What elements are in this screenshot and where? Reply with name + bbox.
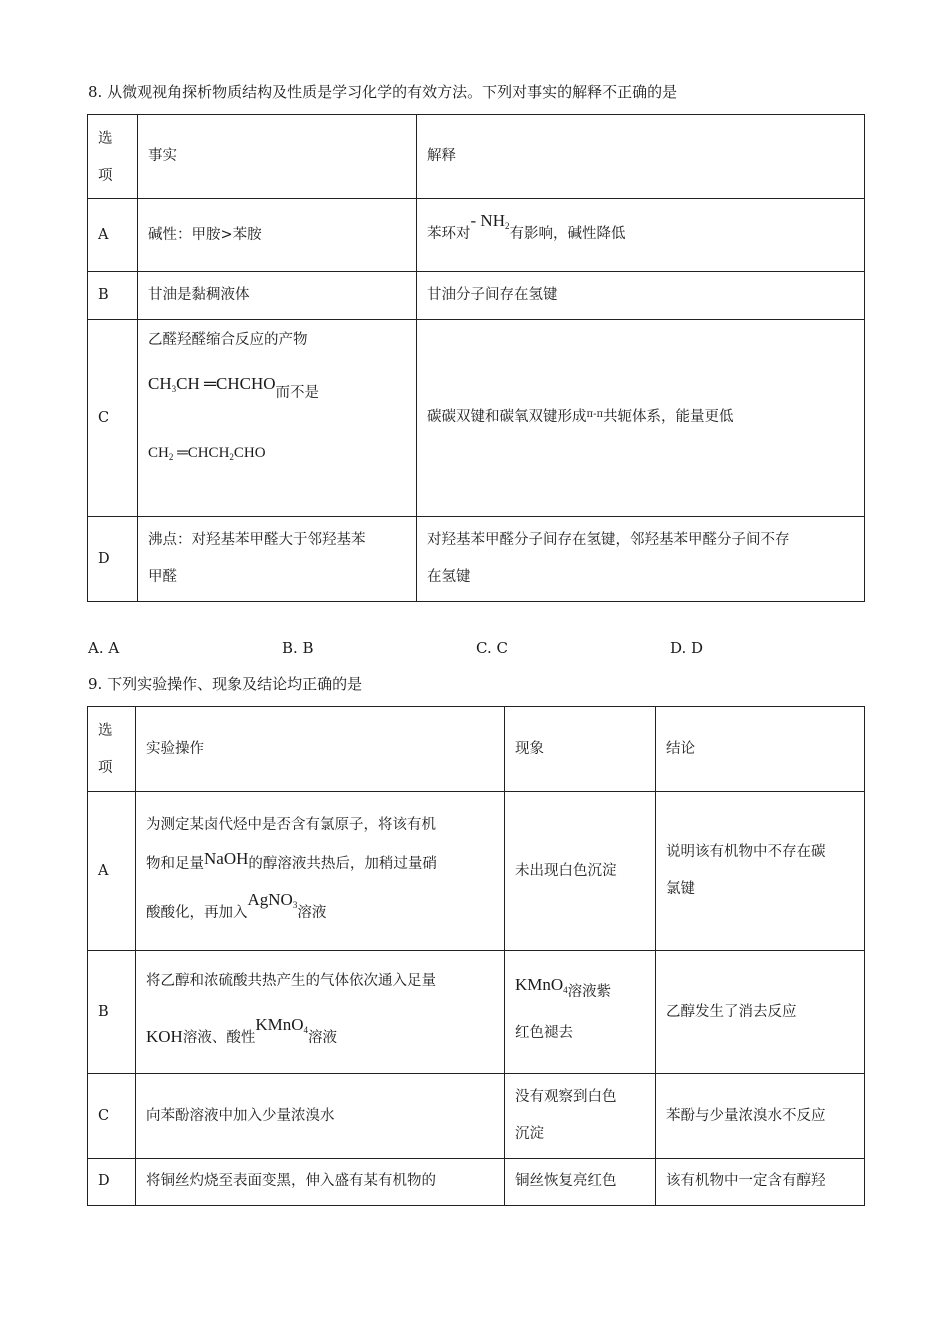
question-8-table [87,114,865,602]
header-explanation: 解释 [417,115,865,199]
conclusion-cell: 苯酚与少量浓溴水不反应 [656,1074,865,1159]
kmno4-formula: KMnO$_4$ [515,975,568,995]
koh-formula: KOH [146,1027,183,1046]
option-label: D [88,1159,136,1206]
table-row [88,199,865,272]
option-label: B [88,951,136,1074]
question-9-table [87,706,865,1206]
operation-cell: 将乙醇和浓硫酸共热产生的气体依次通入足量 KOH溶液、酸性KMnO$_4$溶液 [136,951,505,1074]
pi-pi-symbol: π-π [586,409,604,420]
fact-cell: 沸点：对羟基苯甲醛大于邻羟基苯 甲醛 [138,517,417,602]
phenomenon-cell: 铜丝恢复亮红色 [505,1159,656,1206]
header-option: 选 项 [88,115,138,199]
header-phenomenon: 现象 [505,707,656,792]
operation-cell: 将铜丝灼烧至表面变黑，伸入盛有某有机物的 [136,1159,505,1206]
explanation-cell: 甘油分子间存在氢键 [417,272,865,320]
table-row [88,1074,865,1159]
choice-b[interactable]: B. B [282,639,314,657]
header-fact: 事实 [138,115,417,199]
option-label: C [88,320,138,517]
option-label: D [88,517,138,602]
table-header-row [88,707,865,792]
option-label: B [88,272,138,320]
fact-cell: 甘油是黏稠液体 [138,272,417,320]
table-row [88,1159,865,1206]
header-option: 选 项 [88,707,136,792]
butenal-formula: $CH_2$ $═CHCH_2CHO$ [148,445,266,462]
explanation-cell: 对羟基苯甲醛分子间存在氢键，邻羟基苯甲醛分子间不存 在氢键 [417,517,865,602]
explanation-cell: 碳碳双键和碳氧双键形成$^{\pi-\pi}$共轭体系，能量更低 [417,320,865,517]
amino-group-formula: - $NH_2$ [470,210,510,231]
fact-cell: 乙醛羟醛缩合反应的产物 $CH_3CH$ ═CHCHO而不是 $CH_2$ $═CHCH_2CHO$ [138,320,417,517]
question-8-stem: 8. 从微观视角探析物质结构及性质是学习化学的有效方法。下列对事实的解释不正确的是 [88,83,678,101]
choice-d[interactable]: D. D [670,639,704,657]
table-row [88,517,865,602]
kmno4-formula: KMnO$_4$ [255,1015,309,1035]
operation-cell: 向苯酚溶液中加入少量浓溴水 [136,1074,505,1159]
header-operation: 实验操作 [136,707,505,792]
table-row [88,951,865,1074]
choice-a[interactable]: A. A [88,639,120,657]
explanation-cell: 苯环对- $NH_2$有影响，碱性降低 [417,199,865,272]
table-header-row [88,115,865,199]
conclusion-cell: 说明该有机物中不存在碳 氯键 [656,792,865,951]
phenomenon-cell: KMnO$_4$溶液紫 红色褪去 [505,951,656,1074]
option-label: A [88,792,136,951]
option-label: A [88,199,138,272]
option-label: C [88,1074,136,1159]
fact-cell: 碱性：甲胺>苯胺 [138,199,417,272]
question-9-stem: 9. 下列实验操作、现象及结论均正确的是 [88,675,363,693]
crotonaldehyde-formula: $CH_3CH$ ═CHCHO [148,374,276,394]
table-row [88,320,865,517]
table-row [88,792,865,951]
naoh-formula: NaOH [204,848,249,868]
table-row [88,272,865,320]
conclusion-cell: 乙醇发生了消去反应 [656,951,865,1074]
phenomenon-cell: 没有观察到白色 沉淀 [505,1074,656,1159]
agno3-formula: AgNO$_3$ [247,889,298,910]
conclusion-cell: 该有机物中一定含有醇羟 [656,1159,865,1206]
operation-cell: 为测定某卤代烃中是否含有氯原子，将该有机 物和足量NaOH的醇溶液共热后，加稍过量硝 酸酸化，再加入AgNO$_3$溶液 [136,792,505,951]
choice-c[interactable]: C. C [476,639,508,657]
header-conclusion: 结论 [656,707,865,792]
phenomenon-cell: 未出现白色沉淀 [505,792,656,951]
